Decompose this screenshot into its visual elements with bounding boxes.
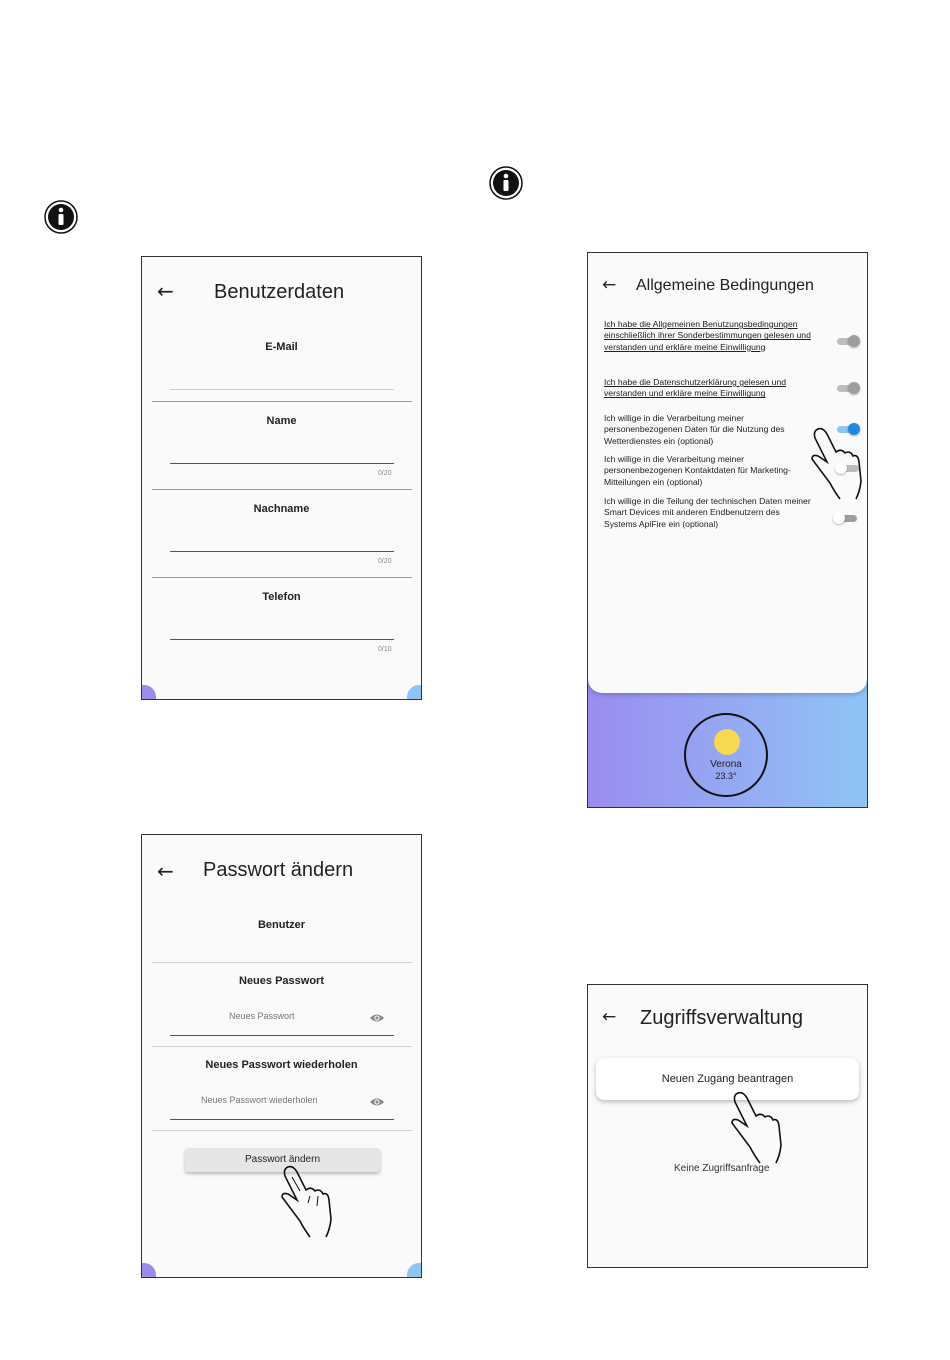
repeat-password-underline bbox=[170, 1099, 394, 1120]
weather-widget[interactable] bbox=[684, 713, 768, 797]
corner-gradient bbox=[142, 1263, 156, 1277]
divider bbox=[152, 1130, 412, 1131]
divider bbox=[152, 577, 412, 578]
new-password-label: Neues Passwort bbox=[239, 975, 324, 987]
change-password-button[interactable]: Passwort ändern bbox=[185, 1148, 380, 1172]
back-button[interactable]: ← bbox=[602, 1007, 617, 1027]
phone-field[interactable] bbox=[170, 617, 394, 640]
back-button[interactable]: ← bbox=[157, 859, 174, 883]
pointing-hand-icon bbox=[720, 1089, 782, 1165]
corner-gradient bbox=[407, 1263, 421, 1277]
divider bbox=[152, 962, 412, 963]
repeat-password-input[interactable]: Neues Passwort wiederholen bbox=[201, 1095, 318, 1105]
email-field[interactable] bbox=[170, 367, 394, 390]
name-label: Name bbox=[266, 415, 297, 427]
sun-icon bbox=[714, 729, 740, 755]
pointing-hand-icon bbox=[270, 1163, 332, 1239]
pointing-hand-icon bbox=[804, 425, 866, 501]
conditions-card bbox=[588, 253, 867, 693]
repeat-password-label: Neues Passwort wiederholen bbox=[205, 1059, 358, 1071]
divider bbox=[152, 401, 412, 402]
consent-text-sharing: Ich willige in die Teilung der technischen Daten meiner Smart Devices mit anderen Endbenutzern des Systems ApiFire ein (optional) bbox=[604, 496, 811, 529]
info-icon bbox=[489, 166, 523, 200]
new-password-input[interactable]: Neues Passwort bbox=[229, 1011, 295, 1021]
user-label: Benutzer bbox=[257, 919, 306, 931]
request-access-button[interactable]: Neuen Zugang beantragen bbox=[596, 1058, 859, 1100]
user-data-screen bbox=[141, 256, 422, 700]
email-label: E-Mail bbox=[265, 341, 298, 353]
weather-city: Verona bbox=[710, 759, 742, 770]
new-password-underline bbox=[170, 1015, 394, 1036]
last-name-field[interactable] bbox=[170, 529, 394, 552]
toggle-sharing[interactable] bbox=[833, 512, 859, 524]
weather-temperature: 23.3° bbox=[715, 771, 737, 781]
password-screen bbox=[141, 834, 422, 1278]
phone-counter: 0/10 bbox=[378, 646, 392, 653]
name-counter: 0/20 bbox=[378, 470, 392, 477]
conditions-screen bbox=[587, 252, 868, 808]
corner-gradient bbox=[407, 685, 421, 699]
no-access-request-text: Keine Zugriffsanfrage bbox=[674, 1163, 770, 1174]
divider bbox=[152, 1046, 412, 1047]
back-button[interactable]: ← bbox=[157, 279, 174, 303]
phone-label: Telefon bbox=[262, 591, 301, 603]
last-name-label: Nachname bbox=[253, 503, 310, 515]
page-title: Benutzerdaten bbox=[214, 281, 345, 303]
page-title: Allgemeine Bedingungen bbox=[636, 277, 814, 294]
toggle-privacy[interactable] bbox=[835, 382, 861, 394]
consent-text-marketing: Ich willige in die Verarbeitung meiner personenbezogenen Kontaktdaten für Marketing-Mitteilungen ein (optional) bbox=[604, 454, 791, 487]
back-button[interactable]: ← bbox=[602, 275, 617, 295]
consent-text-terms[interactable]: Ich habe die Allgemeinen Benutzungsbedingungen einschließlich ihrer Sonderbestimmungen gelesen und verstanden und erkläre meine Einwilligung bbox=[604, 319, 811, 352]
divider bbox=[152, 489, 412, 490]
corner-gradient bbox=[142, 685, 156, 699]
toggle-terms[interactable] bbox=[835, 335, 861, 347]
last-name-counter: 0/20 bbox=[378, 558, 392, 565]
consent-text-privacy[interactable]: Ich habe die Datenschutzerklärung gelesen und verstanden und erkläre meine Einwilligung bbox=[604, 377, 787, 399]
page-title: Passwort ändern bbox=[203, 859, 354, 881]
consent-text-weather: Ich willige in die Verarbeitung meiner personenbezogenen Daten für die Nutzung des Wetterdienstes ein (optional) bbox=[604, 413, 785, 446]
name-field[interactable] bbox=[170, 441, 394, 464]
page-title: Zugriffsverwaltung bbox=[640, 1007, 804, 1029]
access-screen bbox=[587, 984, 868, 1268]
info-icon bbox=[44, 200, 78, 234]
